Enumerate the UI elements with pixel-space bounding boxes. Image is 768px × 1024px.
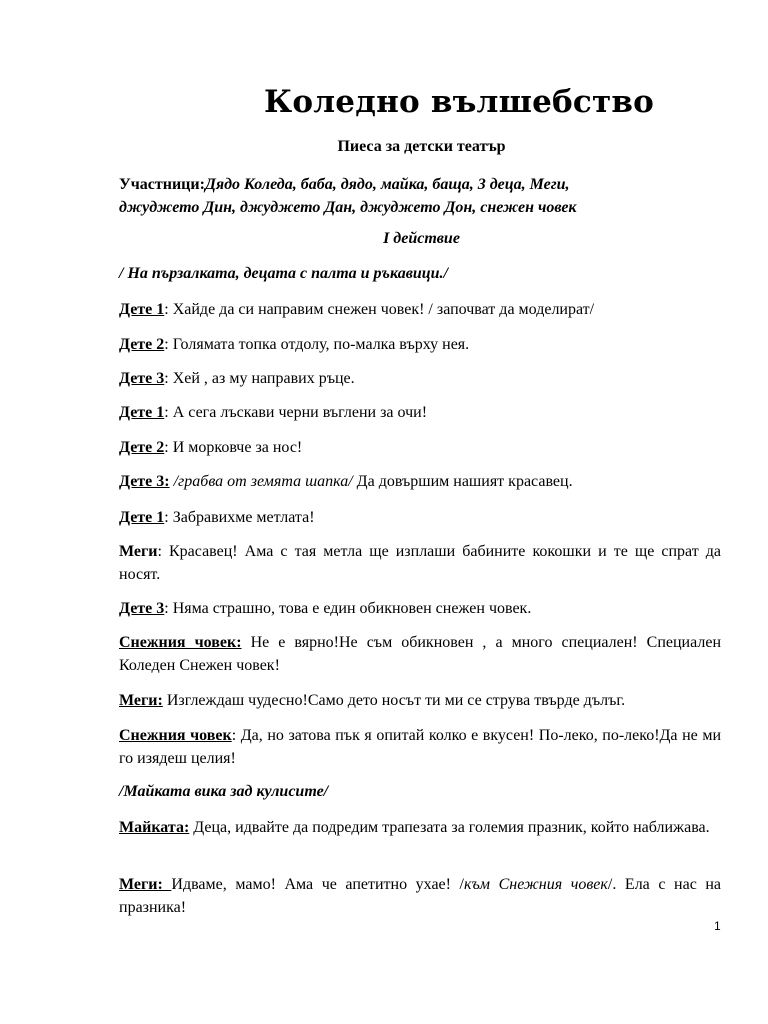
dialogue-line [119,470,721,493]
line-text-after: /. Ела с нас на празника! [119,876,722,916]
page-number: 1 [714,919,721,933]
participants-label: Участници: [119,176,205,193]
speaker: Дете 2 [119,439,165,456]
dialogue-line [119,873,721,919]
subtitle: Пиеса за детски театър [337,138,506,155]
line-text: : Забравихме метлата! [164,509,315,526]
page-title: Коледно вълшебство [263,84,655,120]
speaker: Дете 3 [119,600,165,617]
speaker: Дете 3 [119,370,165,387]
speaker: Дете 1 [119,509,165,526]
line-text: : Да, но затова пък я опитай колко е вкусен! По-леко, по-леко!Да не ми го изядеш целия! [119,727,722,767]
line-text: Не е вярно!Не съм обикновен , а много специален! Специален Коледен Снежен човек! [119,634,722,674]
speaker: Майката: [119,819,190,836]
speaker: Дете 3: [119,473,170,490]
dialogue-line [119,506,721,529]
line-text: : Няма страшно, това е един обикновен снежен човек. [164,600,532,617]
dialogue-line [119,597,721,620]
participants-list-line2: джуджето Дин, джуджето Дан, джуджето Дон, снежен човек [119,199,577,216]
line-text: Изглеждаш чудесно!Само дето носът ти ми се струва твърде дълъг. [162,692,626,709]
line-text: Идваме, мамо! Ама че апетитно ухае! / [171,876,465,893]
dialogue-line [119,436,721,459]
dialogue-line [119,367,721,390]
stage-direction: /грабва от земята шапка/ [169,473,353,490]
speaker: Меги: [119,876,172,893]
participants [119,173,721,219]
stage-direction-line: /Майката вика зад кулисите/ [119,783,329,800]
speaker: Дете 1 [119,404,165,421]
line-text: : А сега лъскави черни въглени за очи! [164,404,428,421]
line-text: : И морковче за нос! [164,439,303,456]
speaker: Дете 1 [119,301,165,318]
dialogue-line [119,298,721,321]
speaker: Снежния човек: [119,634,242,651]
speaker: Дете 2 [119,336,165,353]
line-text: Да довършим нашият красавец. [352,473,573,490]
dialogue-line [119,333,721,356]
dialogue-line [119,631,721,677]
line-text: : Красавец! Ама с тая метла ще изплаши бабините кокошки и те ще спрат да носят. [119,543,721,583]
speaker: Снежния човек [119,727,232,744]
dialogue-line [119,689,721,712]
line-text: : Хей , аз му направих ръце. [164,370,355,387]
stage-direction: към Снежния човек [464,876,608,893]
line-text: : Хайде да си направим снежен човек! / започват да моделират/ [164,301,595,318]
participants-list-line1: Дядо Коледа, баба, дядо, майка, баща, 3 деца, Меги, [204,176,570,193]
dialogue-line [119,540,721,586]
speaker: Меги: [119,692,163,709]
speaker: Меги [119,543,158,560]
dialogue-line [119,816,721,839]
act-heading: I действие [383,230,460,247]
line-text: : Голямата топка отдолу, по-малка върху нея. [164,336,470,353]
scene-direction: / На пързалката, децата с палта и ръкавици./ [119,265,448,282]
line-text: Деца, идвайте да подредим трапезата за големия празник, който наближава. [189,819,710,836]
dialogue-line [119,724,721,770]
dialogue-line [119,401,721,424]
